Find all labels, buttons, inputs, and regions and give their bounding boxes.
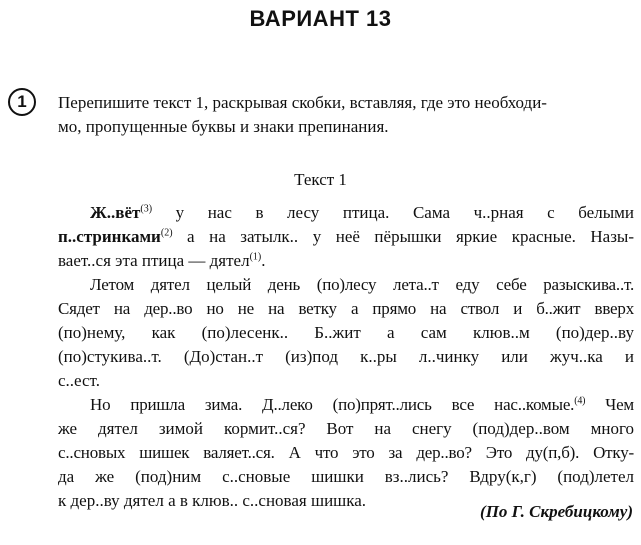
text-line [58,225,634,249]
footnoted-word: Ж..вёт [90,203,141,222]
text-heading: Текст 1 [294,170,347,189]
text-fragment: . [261,251,266,270]
footnote-marker: (3) [140,203,153,215]
text-line: Сядет на дер..во но не на ветку а прямо на ствол и б..жит вверх [58,299,634,318]
source-attribution: (По Г. Скребицкому) [480,502,633,521]
footnote-marker: (4) [574,395,586,407]
text-line: с..сновых шишек валяет..ся. А что это за дер..во? Это ду(п,б). Отку- [58,443,634,462]
exercise-text [58,201,634,513]
text-fragment: Чем [585,395,634,414]
task-instruction-line: мо, пропущенные буквы и знаки препинания. [58,117,389,136]
task-number-badge: 1 [8,88,36,116]
footnoted-word: п..стринками [58,227,161,246]
text-line: да же (под)ним с..сновые шишки вз..лись? Вдру(к,г) (под)летел [58,467,634,486]
text-fragment: а на затылк.. у неё пёрышки яркие красные. Назы- [172,227,634,246]
footnote-marker: (2) [160,227,173,239]
text-line: Летом дятел целый день (по)лесу лета..т еду себе разыскива..т. [90,275,634,294]
text-line: (по)нему, как (по)лесенк.. Б..жит а сам клюв..м (по)дер..ву [58,323,634,342]
text-line: (по)стукива..т. (До)стан..т (из)под к..ры л..чинку или жуч..ка и [58,347,634,366]
text-fragment: вает..ся эта птица — дятел [58,251,250,270]
footnote-marker: (1) [249,251,262,263]
text-fragment: у нас в лесу птица. Сама ч..рная с белыми [152,203,634,222]
text-line [58,393,634,417]
variant-title: ВАРИАНТ 13 [249,6,392,31]
text-fragment: Но пришла зима. Д..леко (по)прят..лись все нас..комые. [90,395,575,414]
task-instruction [58,91,636,139]
text-line: к дер..ву дятел а в клюв.. с..сновая шишка. [58,491,367,510]
task-instruction-line: Перепишите текст 1, раскрывая скобки, вставляя, где это необходи- [58,93,547,112]
text-line [58,201,634,225]
text-line [58,249,634,273]
text-line: же дятел зимой кормит..ся? Вот на снегу (под)дер..вом много [58,419,634,438]
text-line: с..ест. [58,371,100,390]
